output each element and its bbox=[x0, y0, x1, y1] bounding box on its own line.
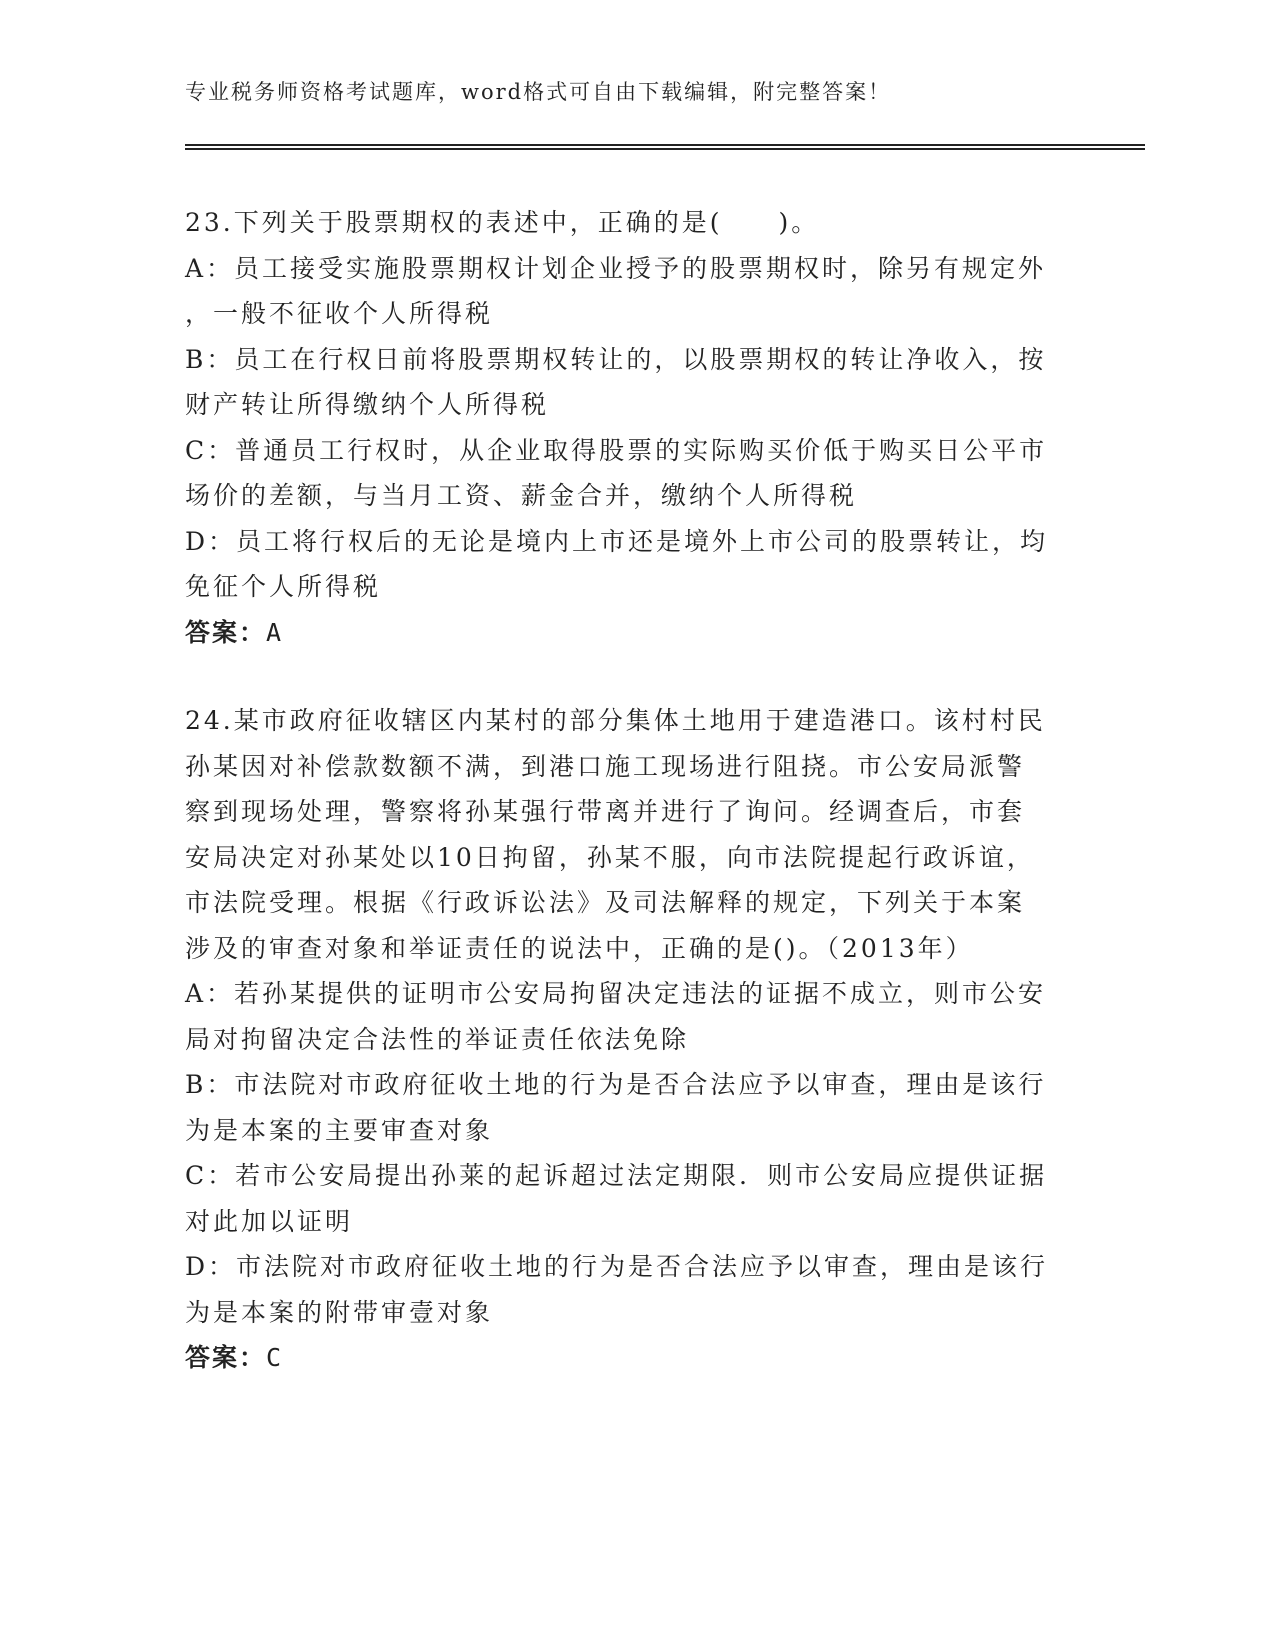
answer-label: 答案： bbox=[185, 617, 267, 647]
header-text: 专业税务师资格考试题库，word格式可自由下载编辑，附完整答案！ bbox=[185, 80, 892, 104]
option-c-line-2: 对此加以证明 bbox=[185, 1206, 354, 1236]
option-d-line-1: D：员工将行权后的无论是境内上市还是境外上市公司的股票转让，均 bbox=[185, 526, 1049, 556]
answer-label: 答案： bbox=[185, 1343, 267, 1372]
option-a-line-2: ，一般不征收个人所得税 bbox=[185, 299, 494, 328]
answer-value: A bbox=[266, 617, 285, 647]
option-c-line-1: C：若市公安局提出孙莱的起诉超过法定期限．则市公安局应提供证据 bbox=[185, 1161, 1048, 1190]
question-stem: 23.下列关于股票期权的表述中，正确的是( )。 bbox=[185, 208, 820, 237]
page-header bbox=[185, 72, 1145, 112]
answer bbox=[185, 610, 1065, 656]
question-23 bbox=[185, 200, 1065, 655]
option-d-line-2: 免征个人所得税 bbox=[185, 572, 382, 601]
answer bbox=[185, 1335, 1065, 1381]
option-b-line-2: 财产转让所得缴纳个人所得税 bbox=[185, 390, 550, 419]
option-a-line-2: 局对拘留决定合法性的举证责任依法免除 bbox=[185, 1024, 690, 1054]
option-c-line-2: 场价的差额，与当月工资、薪金合并，缴纳个人所得税 bbox=[185, 481, 858, 510]
option-a-line-1: A：员工接受实施股票期权计划企业授予的股票期权时，除另有规定外 bbox=[185, 253, 1047, 283]
answer-value: C bbox=[266, 1343, 285, 1372]
question-stem-line-6: 涉及的审查对象和举证责任的说法中，正确的是()。（2013年） bbox=[185, 933, 974, 963]
option-c-line-1: C：普通员工行权时，从企业取得股票的实际购买价低于购买日公平市 bbox=[185, 435, 1048, 465]
question-stem-line-3: 察到现场处理，警察将孙某强行带离并进行了询问。经调查后，市套 bbox=[185, 797, 1026, 826]
question-stem-line-5: 市法院受理。根据《行政诉讼法》及司法解释的规定，下列关于本案 bbox=[185, 888, 1026, 917]
option-b-line-1: B：市法院对市政府征收土地的行为是否合法应予以审查，理由是该行 bbox=[185, 1070, 1047, 1099]
option-b-line-2: 为是本案的主要审查对象 bbox=[185, 1115, 494, 1145]
header-divider bbox=[185, 144, 1145, 150]
option-d-line-1: D：市法院对市政府征收土地的行为是否合法应予以审查，理由是该行 bbox=[185, 1252, 1049, 1281]
option-a-line-1: A：若孙某提供的证明市公安局拘留决定违法的证据不成立，则市公安 bbox=[185, 979, 1047, 1008]
question-24 bbox=[185, 698, 1065, 1381]
question-stem-line-1: 24.某市政府征收辖区内某村的部分集体土地用于建造港口。该村村民 bbox=[185, 706, 1046, 735]
question-stem-line-2: 孙某因对补偿款数额不满，到港口施工现场进行阻挠。市公安局派警 bbox=[185, 751, 1026, 781]
question-stem-line-4: 安局决定对孙某处以10日拘留，孙某不服，向市法院提起行政诉谊， bbox=[185, 842, 1035, 872]
option-b-line-1: B：员工在行权日前将股票期权转让的，以股票期权的转让净收入，按 bbox=[185, 344, 1047, 374]
option-d-line-2: 为是本案的附带审壹对象 bbox=[185, 1297, 494, 1327]
